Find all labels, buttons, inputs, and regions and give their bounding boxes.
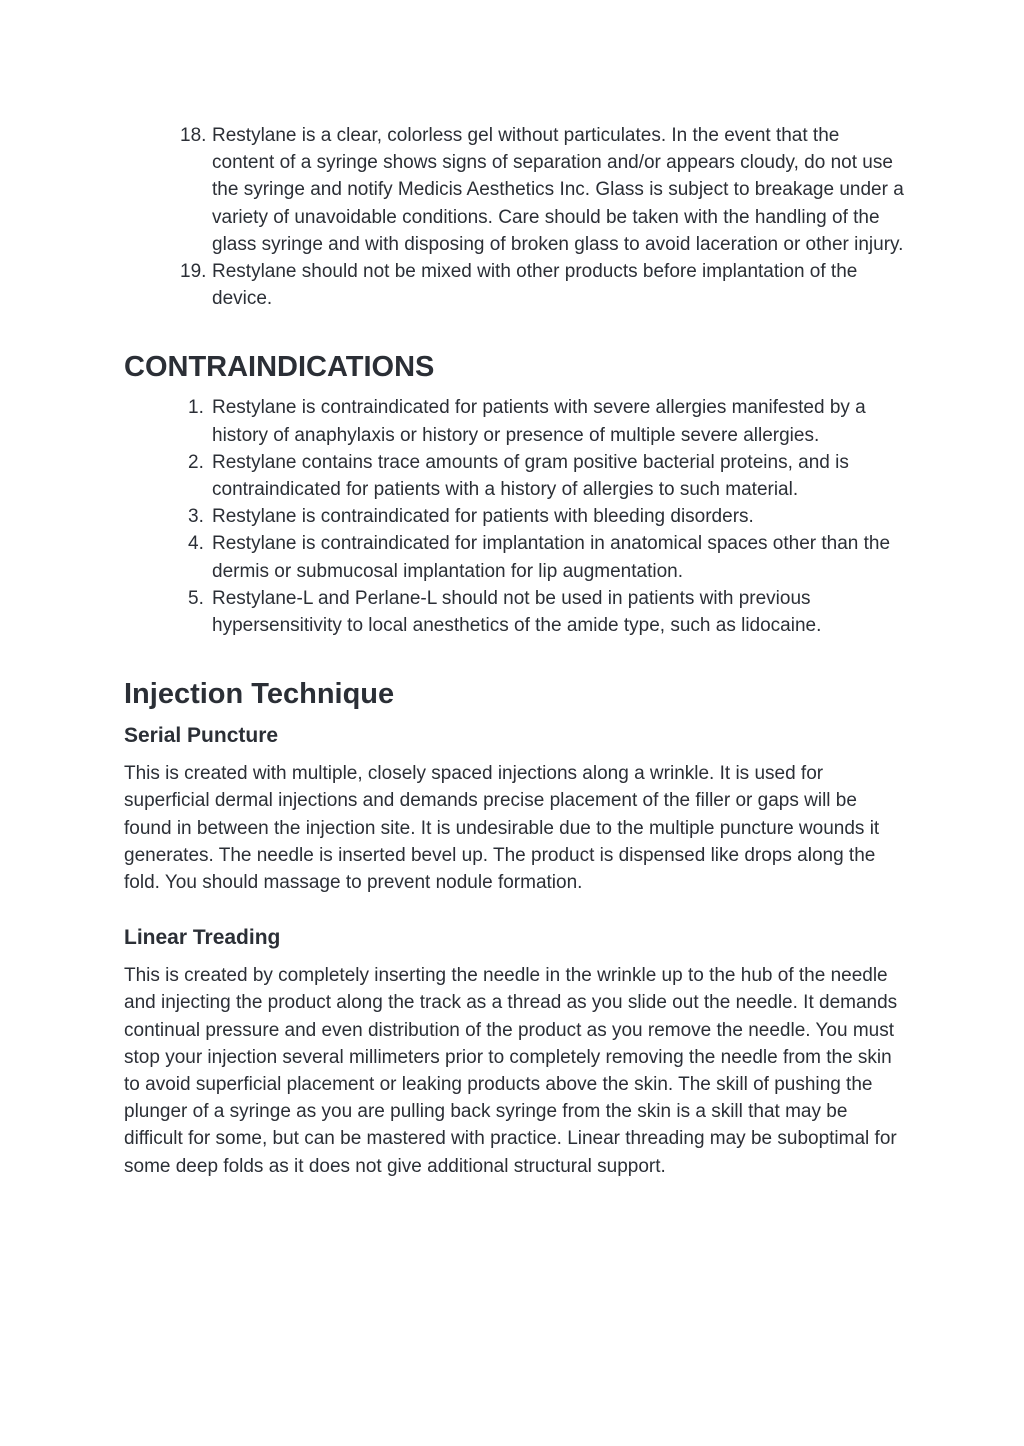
list-item-text: Restylane should not be mixed with other products before implantation of the device.	[212, 261, 858, 310]
contraindications-heading: CONTRAINDICATIONS	[124, 351, 435, 384]
list-item	[124, 122, 904, 258]
list-item-number: 18.	[180, 125, 207, 146]
list-item-number: 3.	[188, 506, 204, 528]
serial-puncture-heading: Serial Puncture	[124, 724, 279, 748]
list-item	[124, 258, 904, 312]
contraindications-list	[124, 394, 904, 639]
list-item-text: Restylane is contraindicated for implantation in anatomical spaces other than the dermis or submucosal implantation for lip augmentation.	[212, 533, 891, 582]
list-item-number: 5.	[188, 587, 204, 609]
list-item	[124, 530, 904, 584]
precautions-list	[124, 122, 904, 312]
list-item	[124, 503, 904, 530]
list-item-text: Restylane contains trace amounts of gram positive bacterial proteins, and is contraindicated for patients with a history of allergies to such material.	[212, 451, 849, 501]
injection-technique-heading: Injection Technique	[124, 678, 395, 711]
document-page	[124, 122, 904, 1180]
list-item	[124, 585, 904, 639]
list-item-text: Restylane is contraindicated for patients with bleeding disorders.	[212, 506, 754, 528]
list-item-number: 2.	[188, 451, 204, 473]
list-item-text: Restylane-L and Perlane-L should not be used in patients with previous hypersensitivity to local anesthetics of the amide type, such as lidocaine.	[212, 587, 822, 637]
serial-puncture-paragraph: This is created with multiple, closely spaced injections along a wrinkle. It is used for superficial dermal injections and demands precise placement of the filler or gaps will be found in between the injection site. It is undesirable due to the multiple puncture wounds it generates. The needle is inserted bevel up. The product is dispensed like drops along the fold. You should massage to prevent nodule formation.	[124, 763, 880, 894]
list-item-number: 1.	[188, 397, 204, 419]
list-item-text: Restylane is a clear, colorless gel without particulates. In the event that the content of a syringe shows signs of separation and/or appears cloudy, do not use the syringe and notify Medicis Aesthetics Inc. Glass is subject to breakage under a variety of unavoidable conditions. Care should be taken with the handling of the glass syringe and with disposing of broken glass to avoid laceration or other injury.	[212, 125, 904, 255]
linear-treading-paragraph: This is created by completely inserting the needle in the wrinkle up to the hub of the needle and injecting the product along the track as a thread as you slide out the needle. It demands continual pressure and even distribution of the product as you remove the needle. You must stop your injection several millimeters prior to completely removing the needle from the skin to avoid superficial placement or leaking products above the skin. The skill of pushing the plunger of a syringe as you are pulling back syringe from the skin is a skill that may be difficult for some, but can be mastered with practice. Linear threading may be suboptimal for some deep folds as it does not give additional structural support.	[124, 965, 898, 1177]
list-item	[124, 449, 904, 503]
linear-treading-heading: Linear Treading	[124, 926, 281, 950]
list-item-text: Restylane is contraindicated for patients with severe allergies manifested by a history of anaphylaxis or history or presence of multiple severe allergies.	[212, 397, 866, 446]
list-item-number: 4.	[188, 533, 204, 555]
list-item-number: 19.	[180, 261, 207, 283]
list-item	[124, 394, 904, 448]
